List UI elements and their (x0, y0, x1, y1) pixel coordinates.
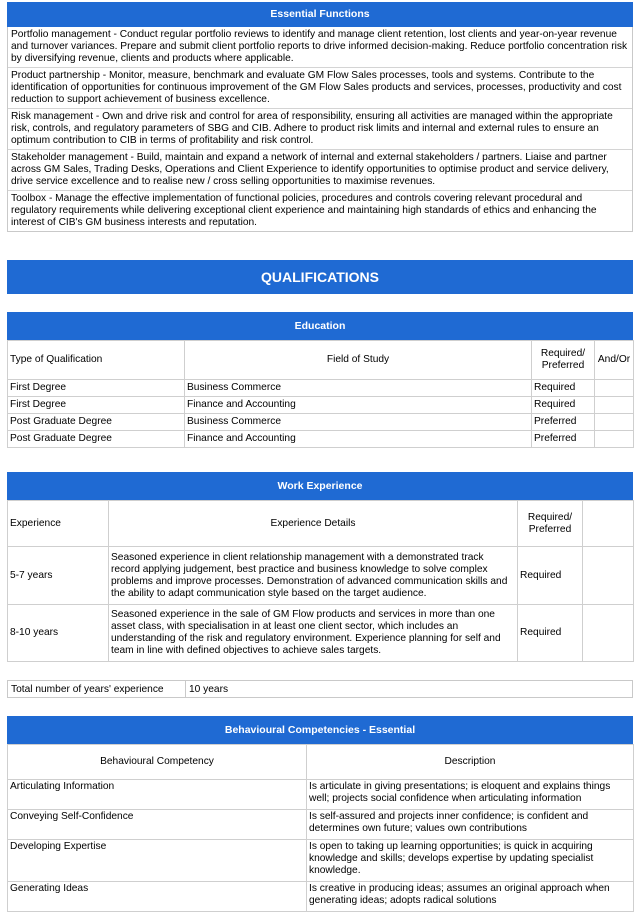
education-required: Required (532, 380, 595, 397)
essential-functions-box (7, 27, 633, 232)
competency-description: Is self-assured and projects inner confidence; is confident and determines own future; values own contributions (307, 810, 634, 840)
competency-name: Conveying Self-Confidence (8, 810, 307, 840)
qualifications-title: QUALIFICATIONS (261, 269, 379, 285)
work-experience-header (7, 472, 633, 500)
education-andor (595, 380, 634, 397)
work-experience-extra (583, 547, 634, 605)
education-table (7, 340, 634, 448)
work-experience-extra (583, 605, 634, 662)
education-required: Required (532, 397, 595, 414)
education-field: Finance and Accounting (185, 431, 532, 448)
work-experience-details: Seasoned experience in client relationship management with a demonstrated track record applying judgement, best practice and business knowledge to solve complex problems and improve processes. Demonstration of advanced communication skills and the ability to adapt communication style based on the target audience. (109, 547, 518, 605)
education-type: Post Graduate Degree (8, 414, 185, 431)
function-toolbox: Toolbox - Manage the effective implementation of functional policies, procedures and controls covering relevant procedural and regulatory requirements while delivering exceptional client experience and maintaining high standards of ethics and enhancing the interest of CIB's GM business interests and reputation. (8, 190, 632, 231)
table-row (8, 605, 634, 662)
total-experience-label: Total number of years' experience (11, 684, 164, 695)
work-experience-years: 5-7 years (8, 547, 109, 605)
education-header (7, 312, 633, 340)
education-type: Post Graduate Degree (8, 431, 185, 448)
table-row (8, 810, 634, 840)
education-col-field: Field of Study (185, 341, 532, 380)
education-type: First Degree (8, 380, 185, 397)
behavioural-col-competency: Behavioural Competency (8, 745, 307, 780)
work-experience-title: Work Experience (277, 480, 363, 492)
education-field: Business Commerce (185, 380, 532, 397)
function-risk-management: Risk management - Own and drive risk and control for area of responsibility, ensuring all activities are managed within the appropriate risk, controls, and regulatory parameters of SBG and CIB. Adhere to product risk limits and internal and external rules to ensure an optimum contribution to CIB in terms of profitability and risk control. (8, 108, 632, 149)
table-row (8, 882, 634, 912)
behavioural-col-description: Description (307, 745, 634, 780)
competency-description: Is open to taking up learning opportunities; is quick in acquiring knowledge and skills; develops expertise by updating specialist knowledge. (307, 840, 634, 882)
total-experience-row (7, 680, 633, 698)
table-row (8, 431, 634, 448)
essential-functions-header (7, 2, 633, 27)
work-col-details: Experience Details (109, 501, 518, 547)
table-row (8, 780, 634, 810)
education-col-required: Required/ Preferred (532, 341, 595, 380)
total-experience-divider (185, 681, 186, 697)
education-required: Preferred (532, 431, 595, 448)
total-experience-value: 10 years (189, 684, 229, 695)
work-experience-required: Required (518, 547, 583, 605)
education-andor (595, 414, 634, 431)
work-col-required: Required/ Preferred (518, 501, 583, 547)
behavioural-header (7, 716, 633, 744)
work-col-experience: Experience (8, 501, 109, 547)
competency-name: Articulating Information (8, 780, 307, 810)
table-row (8, 547, 634, 605)
competency-name: Generating Ideas (8, 882, 307, 912)
behavioural-table (7, 744, 634, 912)
competency-name: Developing Expertise (8, 840, 307, 882)
education-title: Education (294, 320, 346, 332)
education-field: Business Commerce (185, 414, 532, 431)
education-header-row (8, 341, 634, 380)
function-stakeholder-management: Stakeholder management - Build, maintain and expand a network of internal and external stakeholders / partners. Liaise and partner across GM Sales, Trading Desks, Operations and Client Experience to identify opportunities to optimise product and service delivery, drive service excellence and to realise new / cross selling opportunities to maximise revenues. (8, 149, 632, 190)
table-row (8, 840, 634, 882)
work-experience-years: 8-10 years (8, 605, 109, 662)
table-row (8, 414, 634, 431)
function-product-partnership: Product partnership - Monitor, measure, benchmark and evaluate GM Flow Sales processes, tools and systems. Contribute to the identification of opportunities for continuous improvement of the GM Flow Sales products and services, processes, productivity and cost reduction to support achievement of business excellence. (8, 67, 632, 108)
education-field: Finance and Accounting (185, 397, 532, 414)
work-experience-header-row (8, 501, 634, 547)
work-experience-table (7, 500, 634, 662)
work-col-extra (583, 501, 634, 547)
work-experience-details: Seasoned experience in the sale of GM Flow products and services in more than one asset class, with specialisation in at least one client sector, which includes an understanding of the risk and regulatory environment. Experience planning for self and team in line with defined objectives to achieve sales targets. (109, 605, 518, 662)
competency-description: Is creative in producing ideas; assumes an original approach when generating ideas; adopts radical solutions (307, 882, 634, 912)
education-type: First Degree (8, 397, 185, 414)
behavioural-title: Behavioural Competencies - Essential (224, 724, 416, 736)
education-col-type: Type of Qualification (8, 341, 185, 380)
education-col-andor: And/Or (595, 341, 634, 380)
behavioural-header-row (8, 745, 634, 780)
education-required: Preferred (532, 414, 595, 431)
education-andor (595, 431, 634, 448)
competency-description: Is articulate in giving presentations; is eloquent and explains things well; projects social confidence when articulating information (307, 780, 634, 810)
function-portfolio-management: Portfolio management - Conduct regular portfolio reviews to identify and manage client retention, lost clients and year-on-year revenue and turnover variances. Prepare and submit client portfolio reports to drive informed decision-making. Reduce portfolio concentration risk by diversifying revenue, clients and products where applicable. (11, 29, 628, 64)
qualifications-banner (7, 260, 633, 294)
essential-functions-title: Essential Functions (270, 8, 370, 20)
work-experience-required: Required (518, 605, 583, 662)
table-row (8, 397, 634, 414)
table-row (8, 380, 634, 397)
education-andor (595, 397, 634, 414)
